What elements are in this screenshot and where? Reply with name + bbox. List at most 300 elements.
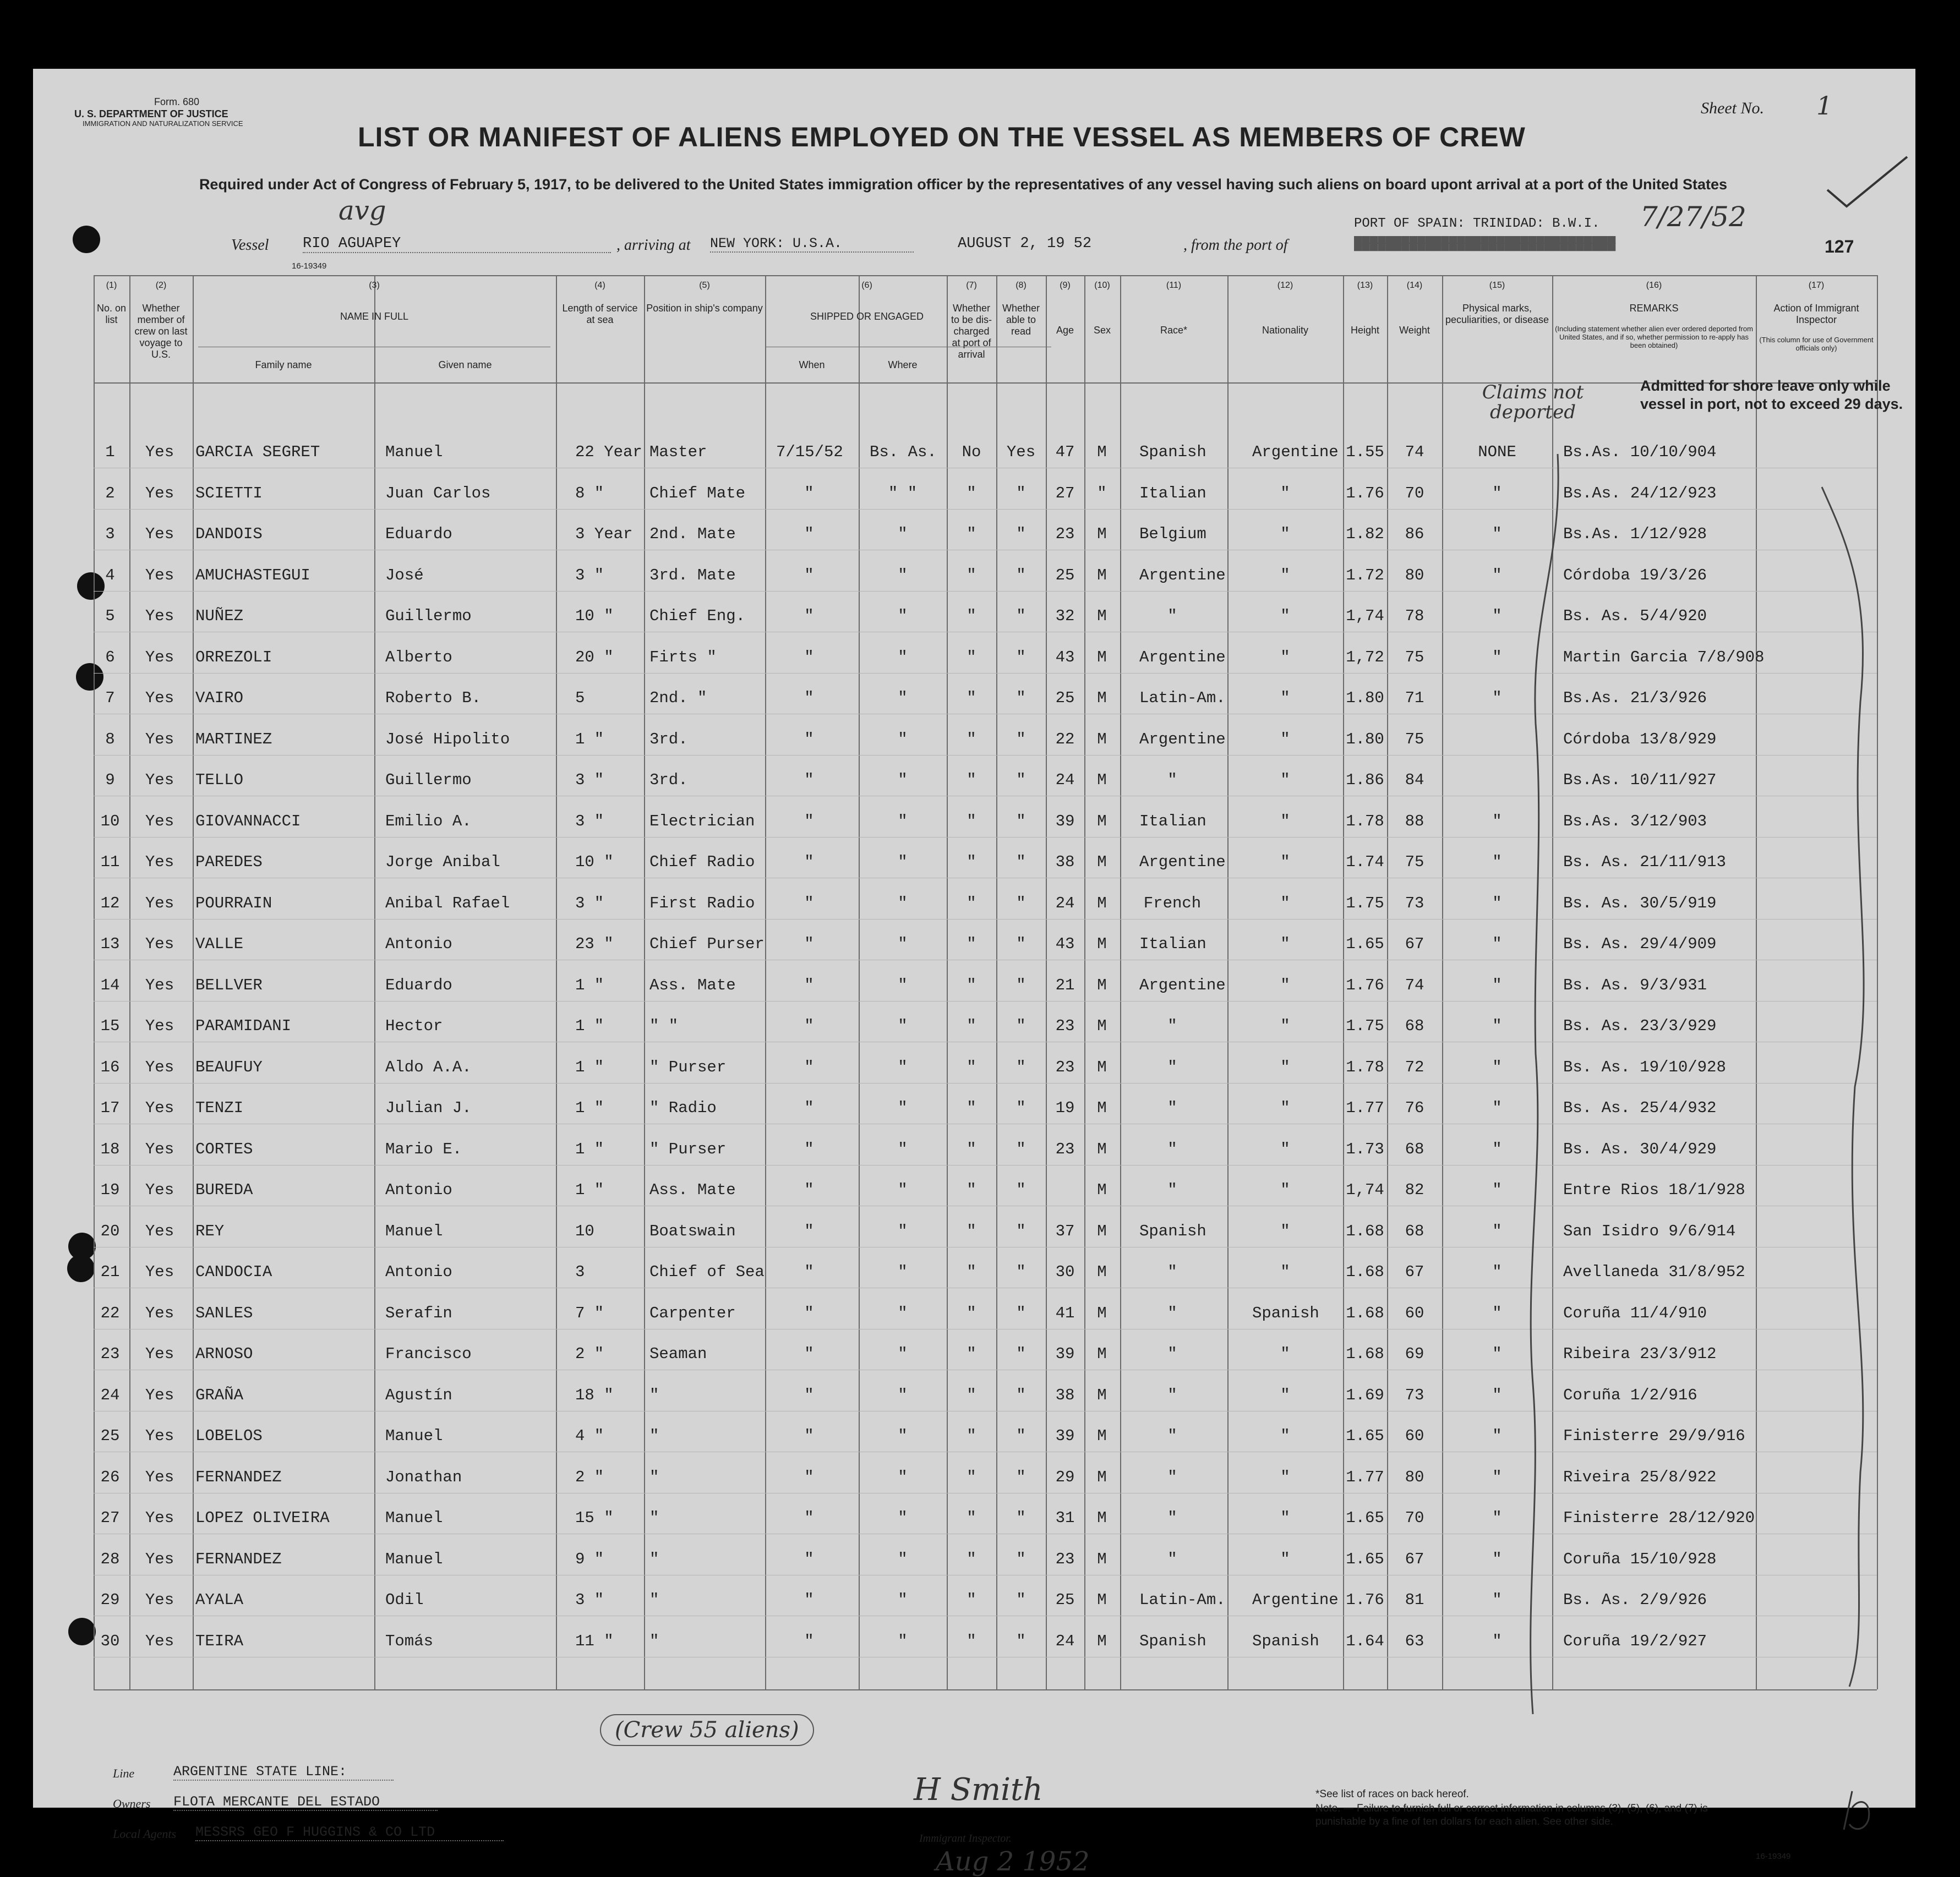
cell-marks: ": [1492, 1222, 1502, 1240]
cell-family: REY: [195, 1222, 225, 1240]
cell-given: Juan Carlos: [385, 484, 491, 502]
cell-sex: M: [1097, 730, 1107, 748]
cell-no: 5: [105, 607, 115, 625]
cell-crew: Yes: [145, 1468, 174, 1486]
cell-age: 23: [1055, 1140, 1075, 1158]
cell-remarks: Bs. As. 21/11/913: [1563, 853, 1726, 871]
cell-nat: ": [1280, 935, 1290, 953]
cell-no: 8: [105, 730, 115, 748]
cell-remarks: Bs. As. 2/9/926: [1563, 1591, 1707, 1609]
cell-marks: ": [1492, 1017, 1502, 1035]
cell-no: 9: [105, 771, 115, 789]
cell-read: ": [1016, 730, 1026, 748]
cell-position: Boatswain: [649, 1222, 736, 1240]
cell-age: 47: [1055, 443, 1075, 461]
cell-weight: 60: [1405, 1304, 1424, 1322]
cell-no: 12: [100, 894, 120, 912]
cell-crew: Yes: [145, 730, 174, 748]
cell-when: ": [804, 1427, 814, 1445]
cell-weight: 70: [1405, 484, 1424, 502]
subtitle: Required under Act of Congress of February 5, 1917, to be delivered to the United States immigration officer by the representatives of any vessel having such aliens on board upont arrival at a port of the United States: [199, 176, 1728, 193]
cell-no: 21: [100, 1263, 120, 1281]
cell-read: ": [1016, 484, 1026, 502]
cell-nat: ": [1280, 1550, 1290, 1568]
cell-remarks: Córdoba 19/3/26: [1563, 566, 1707, 584]
cell-no: 24: [100, 1386, 120, 1404]
cell-service: 3: [575, 1263, 585, 1281]
cell-age: 25: [1055, 566, 1075, 584]
cell-remarks: Bs. As. 29/4/909: [1563, 935, 1717, 953]
cell-when: ": [804, 1263, 814, 1281]
cell-marks: ": [1492, 1304, 1502, 1322]
cell-height: 1.68: [1346, 1222, 1384, 1240]
cell-weight: 71: [1405, 689, 1424, 707]
cell-where: ": [898, 1181, 908, 1199]
cell-weight: 73: [1405, 894, 1424, 912]
cell-crew: Yes: [145, 1632, 174, 1650]
cell-sex: M: [1097, 1017, 1107, 1035]
cell-no: 15: [100, 1017, 120, 1035]
initials-mark-icon: [1838, 1786, 1882, 1835]
cell-remarks: Entre Rios 18/1/928: [1563, 1181, 1745, 1199]
cell-weight: 78: [1405, 607, 1424, 625]
cell-race: ": [1167, 1263, 1177, 1281]
cell-given: Antonio: [385, 1181, 452, 1199]
cell-remarks: Ribeira 23/3/912: [1563, 1345, 1717, 1363]
cell-age: 38: [1055, 853, 1075, 871]
cell-when: ": [804, 1509, 814, 1527]
cell-when: ": [804, 976, 814, 994]
cell-given: Julian J.: [385, 1099, 472, 1117]
cell-nat: ": [1280, 1427, 1290, 1445]
cell-sex: M: [1097, 1345, 1107, 1363]
cell-height: 1.74: [1346, 853, 1384, 871]
column-header-length-of-service: Length of service at sea: [562, 303, 638, 325]
cell-where: ": [898, 689, 908, 707]
cell-crew: Yes: [145, 1140, 174, 1158]
cell-position: Firts ": [649, 648, 717, 666]
cell-given: Manuel: [385, 1427, 443, 1445]
cell-where: ": [898, 1017, 908, 1035]
cell-remarks: Bs. As. 23/3/929: [1563, 1017, 1717, 1035]
cell-nat: ": [1280, 1222, 1290, 1240]
cell-sex: M: [1097, 935, 1107, 953]
cell-family: BUREDA: [195, 1181, 253, 1199]
from-port: PORT OF SPAIN: TRINIDAD: B.W.I.: [1354, 216, 1600, 231]
cell-service: 22 Year: [575, 443, 642, 461]
cell-sex: M: [1097, 771, 1107, 789]
cell-height: 1.68: [1346, 1345, 1384, 1363]
column-header-race: Race*: [1160, 325, 1188, 336]
cell-nat: ": [1280, 1140, 1290, 1158]
cell-remarks: Coruña 1/2/916: [1563, 1386, 1697, 1404]
cell-weight: 68: [1405, 1222, 1424, 1240]
cell-given: Francisco: [385, 1345, 472, 1363]
cell-age: 21: [1055, 976, 1075, 994]
cell-remarks: Bs.As. 10/11/927: [1563, 771, 1717, 789]
cell-height: 1,74: [1346, 1181, 1384, 1199]
cell-read: ": [1016, 607, 1026, 625]
cell-read: ": [1016, 1304, 1026, 1322]
cell-height: 1.77: [1346, 1468, 1384, 1486]
cell-marks: ": [1492, 894, 1502, 912]
cell-disch: ": [967, 1017, 976, 1035]
cell-remarks: Bs. As. 25/4/932: [1563, 1099, 1717, 1117]
cell-where: ": [898, 894, 908, 912]
cell-given: Eduardo: [385, 525, 452, 543]
cell-no: 16: [100, 1058, 120, 1076]
from-port-struck: █████████████████████████████████: [1354, 237, 1616, 251]
cell-marks: ": [1492, 1550, 1502, 1568]
cell-position: ": [649, 1632, 659, 1650]
cell-crew: Yes: [145, 976, 174, 994]
cell-height: 1.75: [1346, 1017, 1384, 1035]
cell-nat: ": [1280, 1017, 1290, 1035]
cell-family: GRAÑA: [195, 1386, 244, 1404]
cell-weight: 75: [1405, 730, 1424, 748]
cell-race: ": [1167, 1550, 1177, 1568]
cell-marks: ": [1492, 1591, 1502, 1609]
cell-sex: M: [1097, 1386, 1107, 1404]
cell-given: Alberto: [385, 648, 452, 666]
cell-service: 3 Year: [575, 525, 633, 543]
cell-age: 24: [1055, 1632, 1075, 1650]
cell-remarks: Avellaneda 31/8/952: [1563, 1263, 1745, 1281]
cell-marks: ": [1492, 1181, 1502, 1199]
cell-height: 1.76: [1346, 484, 1384, 502]
cell-service: 10: [575, 1222, 594, 1240]
cell-marks: ": [1492, 1427, 1502, 1445]
cell-read: ": [1016, 1345, 1026, 1363]
cell-crew: Yes: [145, 607, 174, 625]
cell-read: ": [1016, 648, 1026, 666]
cell-sex: M: [1097, 894, 1107, 912]
cell-race: Argentine: [1139, 648, 1226, 666]
cell-sex: M: [1097, 1427, 1107, 1445]
cell-crew: Yes: [145, 1345, 174, 1363]
cell-position: " Purser: [649, 1058, 727, 1076]
cell-weight: 68: [1405, 1140, 1424, 1158]
cell-where: ": [898, 976, 908, 994]
cell-family: DANDOIS: [195, 525, 263, 543]
cell-sex: M: [1097, 1304, 1107, 1322]
cell-disch: ": [967, 525, 976, 543]
cell-family: VALLE: [195, 935, 244, 953]
cell-height: 1.86: [1346, 771, 1384, 789]
line-label: Line: [113, 1766, 135, 1780]
cell-family: ORREZOLI: [195, 648, 272, 666]
cell-height: 1.77: [1346, 1099, 1384, 1117]
arriving-label: , arriving at: [616, 237, 691, 254]
cell-remarks: Bs. As. 30/5/919: [1563, 894, 1717, 912]
cell-position: Chief Eng.: [649, 607, 746, 625]
cell-age: 30: [1055, 1263, 1075, 1281]
cell-crew: Yes: [145, 1550, 174, 1568]
remarks-bracket-icon: [1514, 448, 1574, 1725]
cell-remarks: San Isidro 9/6/914: [1563, 1222, 1736, 1240]
cell-age: 23: [1055, 525, 1075, 543]
cell-disch: ": [967, 894, 976, 912]
cell-no: 22: [100, 1304, 120, 1322]
cell-family: VAIRO: [195, 689, 244, 707]
column-header-position: Position in ship's company: [646, 303, 763, 314]
cell-race: Italian: [1139, 812, 1206, 830]
cell-remarks: Bs. As. 30/4/929: [1563, 1140, 1717, 1158]
cell-crew: Yes: [145, 1263, 174, 1281]
cell-when: ": [804, 935, 814, 953]
column-number: (12): [1277, 281, 1293, 290]
cell-sex: M: [1097, 1632, 1107, 1650]
inspector-date: Aug 2 1952: [936, 1846, 1090, 1877]
cell-weight: 74: [1405, 976, 1424, 994]
cell-nat: ": [1280, 771, 1290, 789]
cell-where: ": [898, 935, 908, 953]
cell-given: Manuel: [385, 1550, 443, 1568]
cell-race: ": [1167, 1468, 1177, 1486]
column-header-no-on-list: No. on list: [96, 303, 127, 325]
cell-family: ARNOSO: [195, 1345, 253, 1363]
cell-sex: M: [1097, 1468, 1107, 1486]
cell-weight: 74: [1405, 443, 1424, 461]
cell-given: Manuel: [385, 443, 443, 461]
inspector-label: Immigrant Inspector.: [919, 1832, 1012, 1845]
cell-marks: ": [1492, 1468, 1502, 1486]
cell-when: ": [804, 1345, 814, 1363]
cell-where: ": [898, 1468, 908, 1486]
column-number: (2): [155, 281, 167, 290]
cell-disch: ": [967, 1386, 976, 1404]
cell-race: ": [1167, 1058, 1177, 1076]
action-note: (This column for use of Government officials only): [1759, 336, 1874, 352]
cell-remarks: Finisterre 28/12/920: [1563, 1509, 1755, 1527]
cell-given: Aldo A.A.: [385, 1058, 472, 1076]
cell-remarks: Martin Garcia 7/8/908: [1563, 648, 1765, 666]
sheet-label: Sheet No.: [1701, 99, 1764, 117]
cell-height: 1.80: [1346, 689, 1384, 707]
cell-crew: Yes: [145, 1058, 174, 1076]
cell-marks: ": [1492, 484, 1502, 502]
cell-age: 32: [1055, 607, 1075, 625]
inspector-signature: H Smith: [914, 1772, 1043, 1808]
cell-service: 11 ": [575, 1632, 614, 1650]
cell-remarks: Bs.As. 3/12/903: [1563, 812, 1707, 830]
column-header-height: Height: [1350, 325, 1380, 336]
cell-no: 23: [100, 1345, 120, 1363]
cell-given: Jorge Anibal: [385, 853, 500, 871]
cell-race: Latin-Am.: [1139, 689, 1226, 707]
column-header-when: When: [799, 359, 825, 370]
cell-given: José: [385, 566, 424, 584]
sheet-number: 1: [1816, 91, 1833, 121]
cell-no: 25: [100, 1427, 120, 1445]
cell-read: ": [1016, 1591, 1026, 1609]
cell-position: ": [649, 1509, 659, 1527]
cell-service: 18 ": [575, 1386, 614, 1404]
cell-marks: ": [1492, 689, 1502, 707]
cell-height: 1.72: [1346, 566, 1384, 584]
cell-age: 38: [1055, 1386, 1075, 1404]
cell-disch: No: [962, 443, 981, 461]
cell-race: Spanish: [1139, 1222, 1206, 1240]
column-header-age: Age: [1056, 325, 1074, 336]
cell-read: ": [1016, 1427, 1026, 1445]
cell-no: 14: [100, 976, 120, 994]
manifest-sheet: [33, 69, 1915, 1877]
cell-race: Argentine: [1139, 976, 1226, 994]
cell-nat: Argentine: [1252, 443, 1339, 461]
column-number: (11): [1166, 281, 1182, 290]
cell-read: ": [1016, 1181, 1026, 1199]
cell-when: ": [804, 853, 814, 871]
cell-marks: ": [1492, 648, 1502, 666]
cell-no: 19: [100, 1181, 120, 1199]
cell-family: GIOVANNACCI: [195, 812, 301, 830]
cell-marks: ": [1492, 1509, 1502, 1527]
cell-sex: M: [1097, 689, 1107, 707]
cell-age: 25: [1055, 1591, 1075, 1609]
cell-no: 2: [105, 484, 115, 502]
cell-no: 10: [100, 812, 120, 830]
cell-weight: 75: [1405, 648, 1424, 666]
cell-remarks: Bs.As. 21/3/926: [1563, 689, 1707, 707]
cell-when: ": [804, 1017, 814, 1035]
cell-position: First Radio: [649, 894, 755, 912]
page-title: LIST OR MANIFEST OF ALIENS EMPLOYED ON THE VESSEL AS MEMBERS OF CREW: [358, 122, 1526, 152]
cell-family: BEAUFUY: [195, 1058, 263, 1076]
cell-race: ": [1167, 1304, 1177, 1322]
cell-position: Ass. Mate: [649, 976, 736, 994]
column-number: (17): [1808, 281, 1825, 290]
cell-height: 1.55: [1346, 443, 1384, 461]
agents-value: MESSRS GEO F HUGGINS & CO LTD: [195, 1824, 504, 1841]
owners-value: FLOTA MERCANTE DEL ESTADO: [173, 1794, 438, 1811]
cell-disch: ": [967, 730, 976, 748]
cell-nat: ": [1280, 812, 1290, 830]
claims-annotation: Claims not deported: [1482, 381, 1584, 423]
cell-age: 39: [1055, 1345, 1075, 1363]
form-number: Form. 680: [154, 96, 200, 107]
cell-when: ": [804, 689, 814, 707]
admitted-stamp: Admitted for shore leave only while vessel in port, not to exceed 29 days.: [1640, 377, 1903, 412]
cell-when: ": [804, 1181, 814, 1199]
cell-position: " Purser: [649, 1140, 727, 1158]
cell-marks: ": [1492, 1632, 1502, 1650]
column-number: (15): [1489, 281, 1505, 290]
cell-given: Emilio A.: [385, 812, 472, 830]
cell-disch: ": [967, 1058, 976, 1076]
column-number: (1): [106, 281, 117, 290]
cell-family: PAREDES: [195, 853, 263, 871]
cell-position: 3rd.: [649, 771, 688, 789]
cell-height: 1,72: [1346, 648, 1384, 666]
cell-when: ": [804, 1304, 814, 1322]
cell-position: 2nd. Mate: [649, 525, 736, 543]
cell-where: ": [898, 853, 908, 871]
cell-read: ": [1016, 1058, 1026, 1076]
cell-when: ": [804, 648, 814, 666]
cell-race: Italian: [1139, 935, 1206, 953]
cell-no: 1: [105, 443, 115, 461]
cell-sex: M: [1097, 1140, 1107, 1158]
cell-disch: ": [967, 689, 976, 707]
cell-sex: ": [1097, 484, 1107, 502]
cell-age: 23: [1055, 1550, 1075, 1568]
column-number: (9): [1060, 281, 1071, 290]
cell-weight: 73: [1405, 1386, 1424, 1404]
cell-read: ": [1016, 812, 1026, 830]
cell-nat: Argentine: [1252, 1591, 1339, 1609]
cell-marks: ": [1492, 525, 1502, 543]
cell-age: 22: [1055, 730, 1075, 748]
cell-crew: Yes: [145, 1222, 174, 1240]
cell-position: 2nd. ": [649, 689, 707, 707]
cell-given: Serafin: [385, 1304, 452, 1322]
cell-disch: ": [967, 771, 976, 789]
cell-given: Anibal Rafael: [385, 894, 510, 912]
cell-sex: M: [1097, 1591, 1107, 1609]
column-header-sex: Sex: [1093, 325, 1111, 336]
cell-given: Hector: [385, 1017, 443, 1035]
cell-height: 1.68: [1346, 1304, 1384, 1322]
cell-marks: ": [1492, 1345, 1502, 1363]
cell-service: 8 ": [575, 484, 604, 502]
cell-when: ": [804, 566, 814, 584]
cell-no: 7: [105, 689, 115, 707]
column-header-remarks: REMARKS: [1629, 303, 1679, 314]
cell-age: 23: [1055, 1017, 1075, 1035]
cell-disch: ": [967, 812, 976, 830]
cell-weight: 68: [1405, 1017, 1424, 1035]
cell-height: 1.76: [1346, 1591, 1384, 1609]
cell-weight: 67: [1405, 1550, 1424, 1568]
cell-remarks: Bs. As. 9/3/931: [1563, 976, 1707, 994]
arriving-port: NEW YORK: U.S.A.: [710, 236, 914, 253]
cell-where: ": [898, 648, 908, 666]
cell-family: LOPEZ OLIVEIRA: [195, 1509, 330, 1527]
cell-race: ": [1167, 1427, 1177, 1445]
cell-marks: ": [1492, 1263, 1502, 1281]
cell-marks: ": [1492, 1140, 1502, 1158]
cell-when: ": [804, 1550, 814, 1568]
cell-disch: ": [967, 648, 976, 666]
cell-nat: ": [1280, 484, 1290, 502]
cell-family: FERNANDEZ: [195, 1550, 282, 1568]
cell-where: " ": [888, 484, 918, 502]
fine-note: Note. — Failure to furnish full or correct information in columns (3), (5), (6), and (7) is punishable by a fine of ten dollars for each alien. See other side.: [1315, 1803, 1708, 1827]
cell-nat: ": [1280, 1263, 1290, 1281]
cell-age: 39: [1055, 812, 1075, 830]
cell-where: ": [898, 812, 908, 830]
cell-marks: ": [1492, 1386, 1502, 1404]
column-number: (7): [966, 281, 977, 290]
cell-no: 13: [100, 935, 120, 953]
cell-height: 1.65: [1346, 1550, 1384, 1568]
cell-race: Latin-Am.: [1139, 1591, 1226, 1609]
cell-marks: ": [1492, 566, 1502, 584]
cell-when: ": [804, 1591, 814, 1609]
cell-no: 29: [100, 1591, 120, 1609]
cell-nat: ": [1280, 1099, 1290, 1117]
cell-when: ": [804, 1222, 814, 1240]
cell-family: GARCIA SEGRET: [195, 443, 320, 461]
print-code: 16-19349: [292, 261, 327, 271]
cell-race: Argentine: [1139, 730, 1226, 748]
cell-age: 29: [1055, 1468, 1075, 1486]
cell-nat: ": [1280, 607, 1290, 625]
cell-service: 1 ": [575, 1058, 604, 1076]
cell-remarks: Bs.As. 24/12/923: [1563, 484, 1717, 502]
cell-race: ": [1167, 1099, 1177, 1117]
